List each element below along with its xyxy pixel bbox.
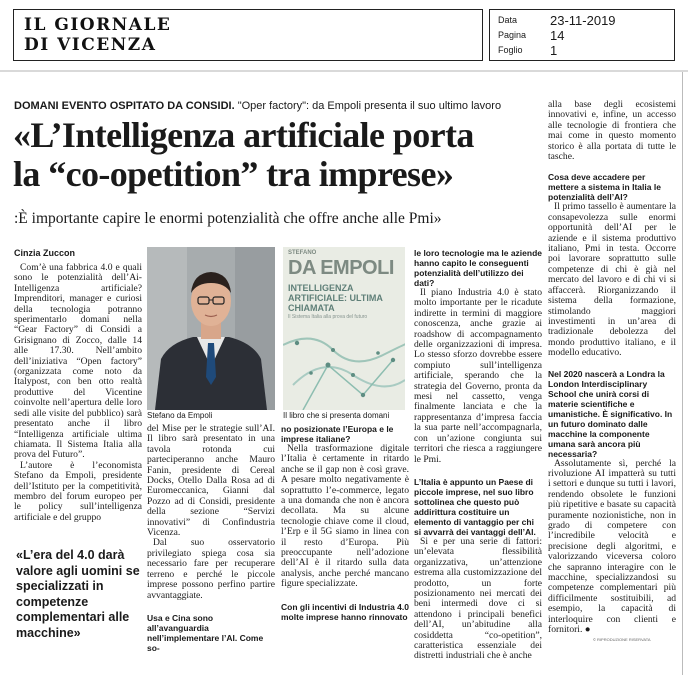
col2-question: Usa e Cina sono all’avanguardia nell’implementare l’AI. Come so- (147, 612, 264, 653)
date-row (498, 13, 668, 27)
col5-paragraph-1: alla base degli ecosistemi innovativi e, infine, un accesso alle tecnologie di frontiera che mai come in questo momento storico è alla portata di tutte le tasche. (548, 99, 676, 163)
col5-paragraph-3: Assolutamente sì, perché la rivoluzione AI impatterà su tutti i settori e dunque su tutti i lavori, rendendo obsolete le funzioni più ripetitive e basate su capacità puramente nozionistiche, non in grado di competere con l’incredibile velocità e precisione degli algoritmi, e valorizzando viceversa coloro che sapranno interagire con le macchine, specializzandosi su competenze complementari più difficilmente sostituibili, ad esempio, la capacità di interloquire con clienti e fornitori. ● (548, 457, 676, 636)
column-2 (147, 424, 275, 653)
col4-paragraph-1: Il piano Industria 4.0 è stato molto importante per le ricadute indirette in termini di maggiore conoscenza, anche grazie ai roadshow di accompagnamento delle organizzazioni di impresa. Lo stesso sforzo dovrebbe essere compiuto sull’intelligenza artificiale, sperando che la strategia del Governo, pronta da mesi nel cassetto, venga finalmente lanciata e che la rappresentanza d’impresa faccia la sua parte nell’accompagnarla, con un’azione congiunta sui territori che riesca a raggiungere le Pmi. (414, 287, 542, 465)
page-row (498, 28, 668, 42)
column-4 (414, 248, 542, 662)
col1-paragraph-2: L’autore è l’economista Stefano da Empoli, presidente dell’Istituto per la competitività, membro del forum europeo per le policy sull’intelligenza artificiale e del gruppo (14, 459, 142, 523)
col4-paragraph-2: Si e per una serie di fattori: un’elevata flessibilità organizzativa, un’attenzione estrema alla customizzazione del prodotto, un forte posizionamento nei mercati dei beni intermedi dove ci si attendono i principali benefici dell’AI, un’abitudine alla cosiddetta “co-opetition”, caratteristica essenziale dei distretti industriali che è anche (414, 535, 542, 662)
copyright-notice: © RIPRODUZIONE RISERVATA (593, 637, 651, 642)
headline (13, 116, 543, 194)
col3-question-2: Con gli incentivi di Industria 4.0 molte imprese hanno rinnovato (281, 601, 409, 622)
masthead (13, 9, 483, 61)
book-title: INTELLIGENZA ARTIFICIALE: ULTIMA CHIAMATA (288, 283, 383, 313)
photo-caption: Stefano da Empoli (147, 411, 213, 420)
kicker-rest: "Oper factory": da Empoli presenta il suo ultimo lavoro (234, 100, 502, 112)
book-subtitle: Il Sistema Italia alla prova del futuro (288, 314, 368, 320)
col3-paragraph-1: Nella trasformazione digitale l’Italia è certamente in ritardo anche se il gap non è così grave. A pesare molto negativamente è soprattutto l’e-commerce, legato a una domanda che non è ancora decollata. Ma su alcune tecnologie chiave come il cloud, l’Erp e il 5G siamo in linea con il resto d’Europa. Più preoccupante nell’adozione dell’AI è il ritardo sulla data analysis, anche perché mancano figure specializzate. (281, 443, 409, 590)
pull-quote: «L’era del 4.0 darà valore agli uomini se specializzati in competenze complementari alle macchine» (16, 548, 140, 640)
date-value: 23-11-2019 (550, 13, 616, 28)
headline-line-2: la “co-opetition” tra imprese» (13, 154, 454, 194)
col5-paragraph-2: Il primo tassello è aumentare la consapevolezza sulle enormi opportunità dell’AI per le aziende e il sistema produttivo italiano, Pmi in testa. Occorre poi lavorare soprattutto sulle competenze di chi è già nel mercato del lavoro e di chi vi si affaccerà. Riorganizzando il sistema della formazione, stimolando maggiori investimenti in un’area di tradizionale debolezza del mondo produttivo italiano, e il modello educativo. (548, 201, 676, 359)
page-value: 14 (550, 28, 565, 43)
col3-question: no posizionate l’Europa e le imprese italiane? (281, 424, 394, 444)
page-label: Pagina (498, 30, 527, 40)
column-1 (14, 263, 142, 523)
col5-question-2: Nel 2020 nascerà a Londra la London Interdisciplinary School che unirà corsi di materie scientifiche e umanistiche. È significativo. In un futuro dominato dalle macchine la componente umana sarà ancora più necessaria? (548, 368, 673, 459)
book-author-firstname: STEFANO (288, 250, 317, 256)
book-author: DA EMPOLI (288, 257, 394, 279)
column-5 (548, 100, 676, 635)
col4-question-2: L’Italia è appunto un Paese di piccole imprese, nel suo libro sottolinea che questo può addirittura costituire un elemento di vantaggio per chi si avvarrà dei vantaggi dell’AI. (414, 476, 536, 537)
book-network-illustration (283, 325, 405, 410)
column-3 (281, 424, 409, 622)
author-portrait-image (147, 247, 275, 410)
date-label: Data (498, 15, 518, 25)
sheet-value: 1 (550, 43, 558, 58)
col1-paragraph-1: Com’è una fabbrica 4.0 e quali sono le potenzialità dell’Ai-Intelligenza artificiale? Imprenditori, manager e curiosi della tecnologia potranno sperimentarlo domani nella “Gear Factory” di Considi a Grisignano di Zocco, dalle 14 alle 17.30. Nell’ambito dell’iniziativa “Open factory” (organizzata come noto da Italypost, con ben otto realtà produttive del Vicentine coinvolte nell’apertura delle loro sedi alle visite del pubblico) sarà presentato anche il libro “Intelligenza artificiale ultima chiamata. Il Sistema Italia alla prova del Futuro”. (14, 262, 142, 461)
book-caption: Il libro che si presenta domani (283, 411, 390, 420)
byline: Cinzia Zuccon (14, 248, 76, 258)
sheet-label: Foglio (498, 45, 523, 55)
headline-line-1: «L’Intelligenza artificiale porta (13, 115, 474, 155)
col2-paragraph-2: Dal suo osservatorio privilegiato spiega cosa sia necessario fare per recuperare terreno e perché le piccole imprese possono perfino partire avvantaggiate. (147, 537, 275, 601)
sheet-row (498, 43, 668, 57)
kicker (14, 100, 534, 112)
right-edge-rule (682, 72, 683, 675)
book-cover (283, 247, 405, 410)
author-photo (147, 247, 275, 410)
col5-question: Cosa deve accadere per mettere a sistema in Italia le potenzialità dell’AI? (548, 172, 661, 203)
header-rule (0, 70, 688, 72)
newspaper-logo: IL GIORNALE DI VICENZA (24, 15, 172, 55)
kicker-bold: DOMANI EVENTO OSPITATO DA CONSIDI. (14, 100, 235, 112)
col4-question: le loro tecnologie ma le aziende hanno capito le conseguenti potenzialità dell’utilizzo dei dati? (414, 248, 543, 288)
subheadline: :È importante capire le enormi potenzialità che offre anche alle Pmi» (14, 210, 442, 227)
col2-paragraph-1: del Mise per le strategie sull’AI. Il libro sarà presentato in una tavola rotonda cui parteciperanno anche Mauro Fanin, presidente di Cereal Docks, Otello Dalla Rosa ad di Euromeccanica, Gianni dal Pozzo ad di Considi, presidente della sezione “Servizi innovativi” di Confindustria Vicenza. (147, 423, 275, 539)
info-box (489, 9, 675, 61)
